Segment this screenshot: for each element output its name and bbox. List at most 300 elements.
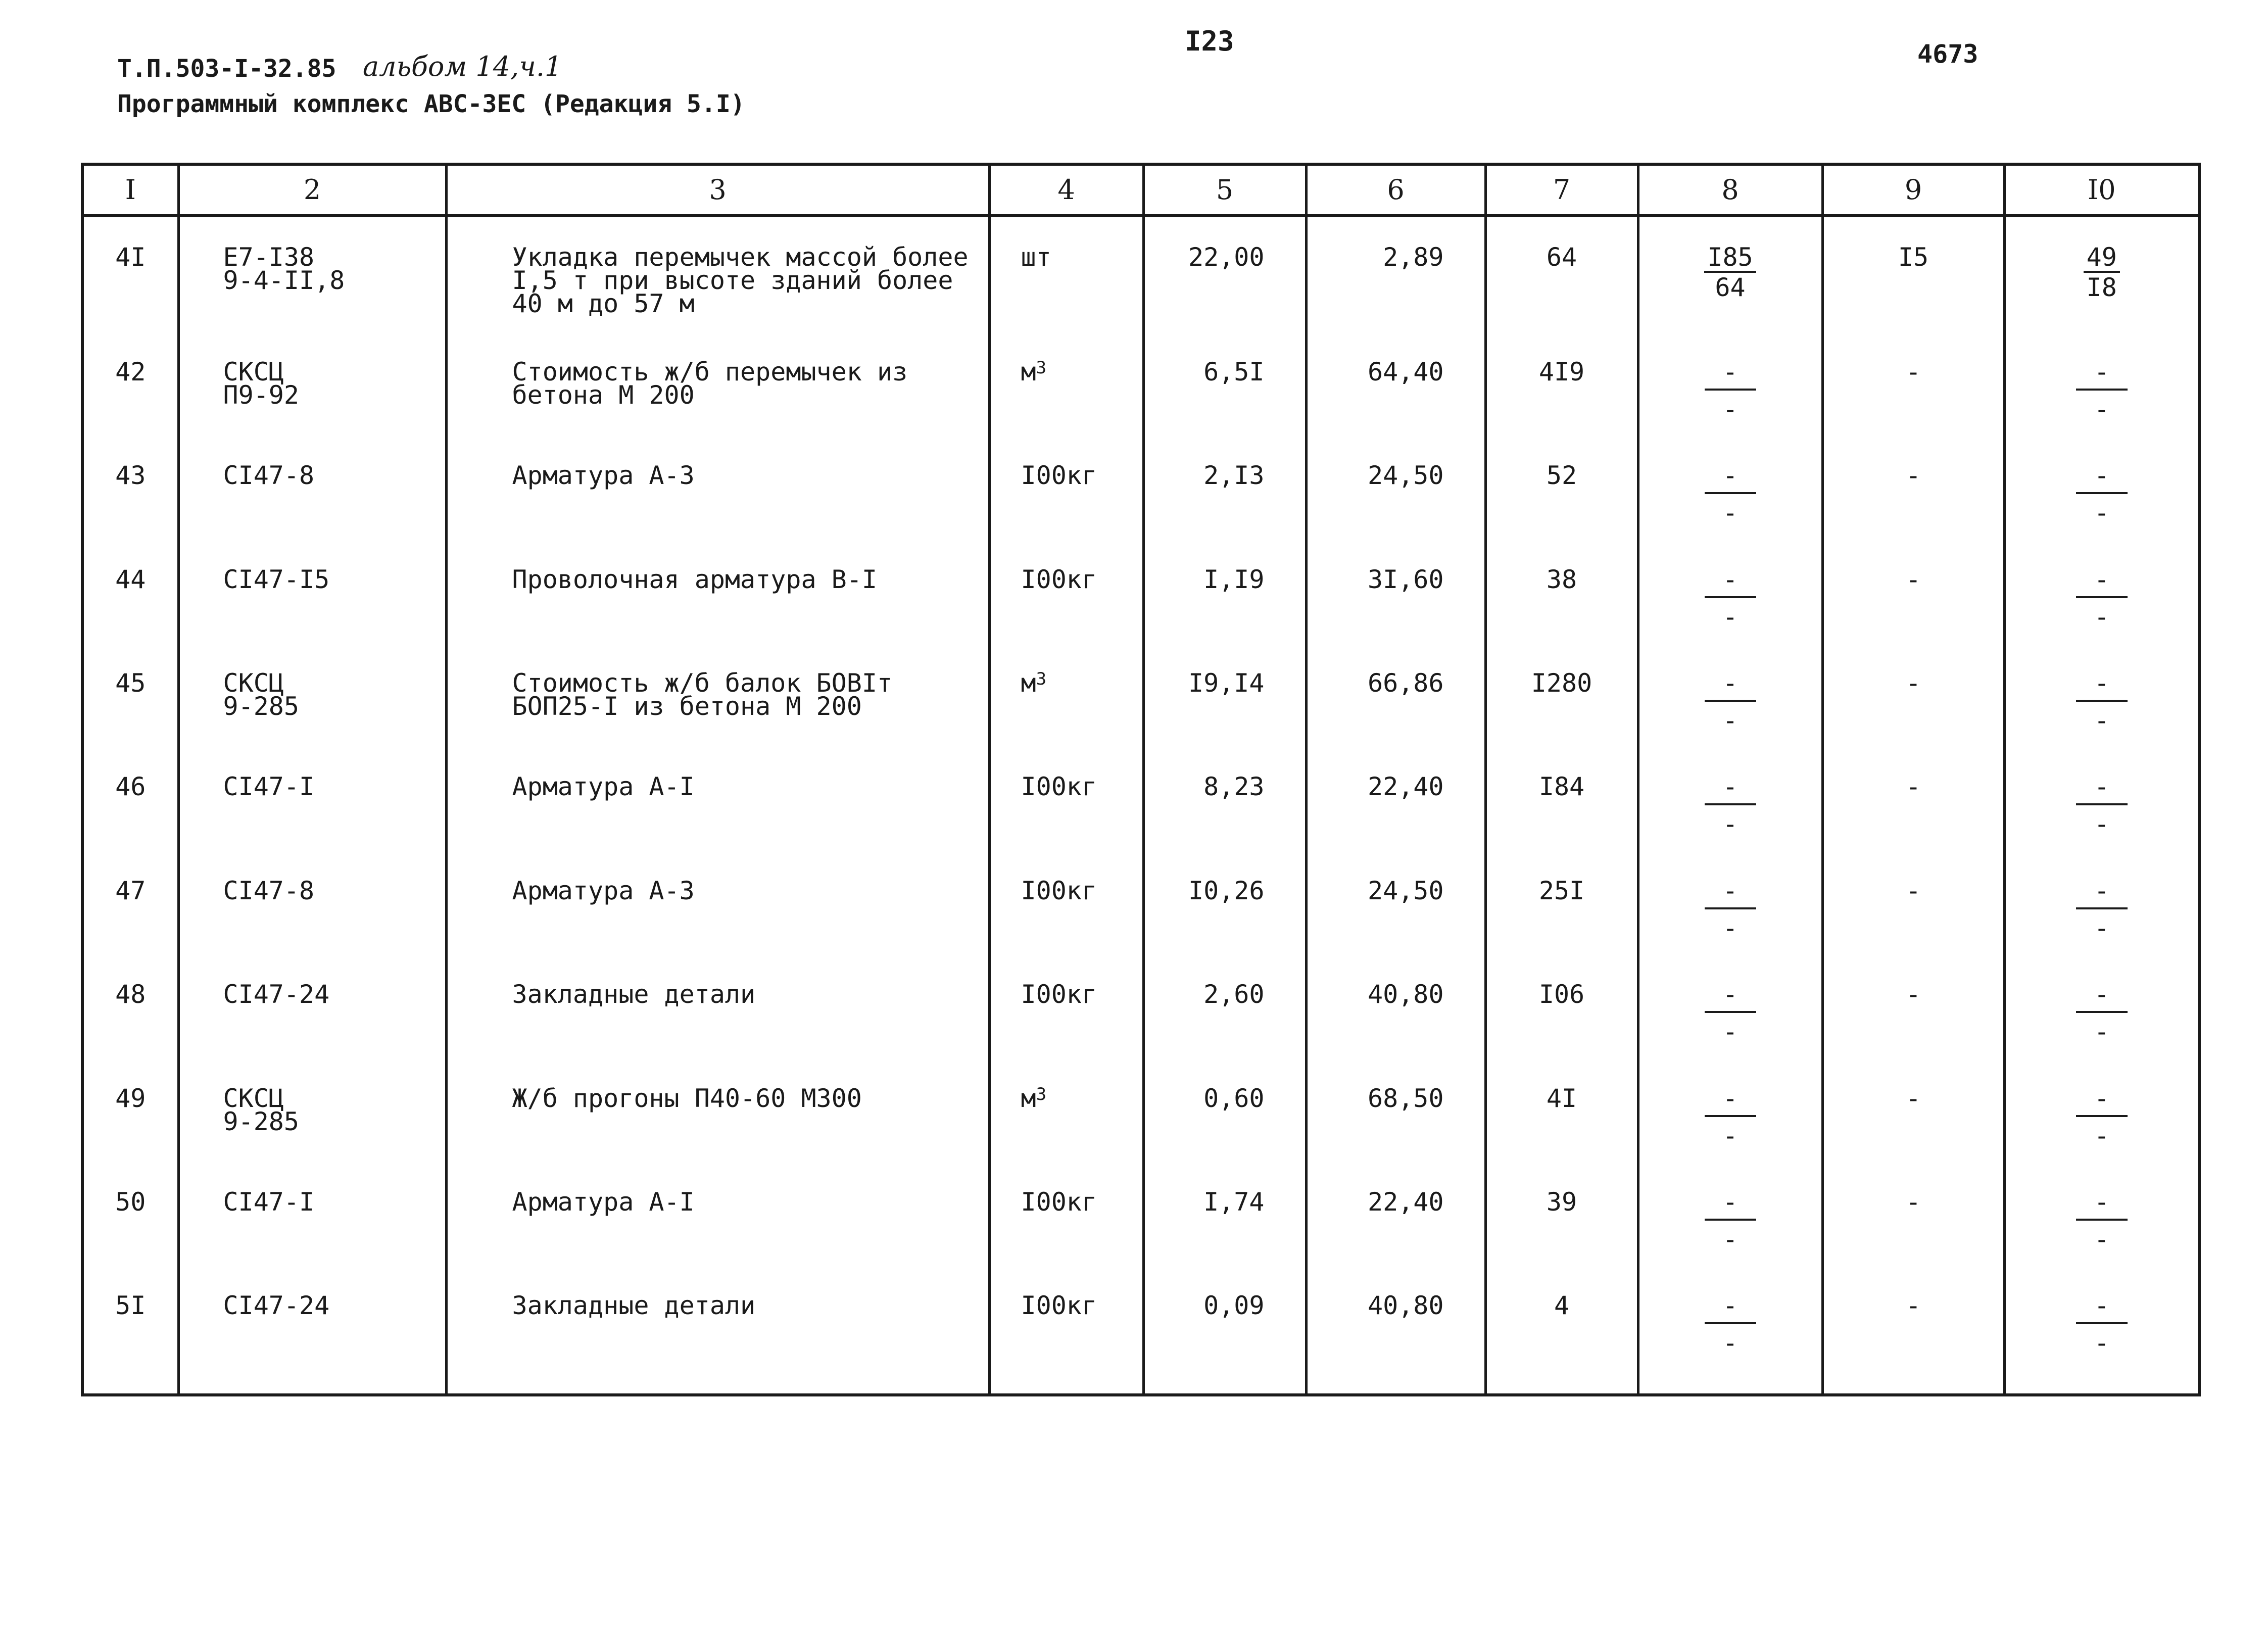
column-8-fraction bbox=[1705, 357, 1756, 424]
unit-of-measure bbox=[989, 1058, 1143, 1162]
description-line: Арматура А-I bbox=[512, 1187, 695, 1217]
work-description bbox=[446, 216, 989, 332]
sheet-number: 4673 bbox=[1917, 39, 1979, 69]
column-9-value bbox=[1822, 1266, 2004, 1395]
unit-price-text: 24,50 bbox=[1367, 876, 1444, 905]
unit-price bbox=[1306, 1058, 1485, 1162]
work-description bbox=[446, 747, 989, 850]
column-8-fraction-denominator: - bbox=[1722, 394, 1738, 424]
row-number-text: 46 bbox=[115, 772, 146, 802]
work-description bbox=[446, 436, 989, 539]
total-cost-text: 4I bbox=[1546, 1083, 1577, 1113]
column-header: 6 bbox=[1306, 164, 1485, 216]
column-header: 8 bbox=[1638, 164, 1822, 216]
column-10-fraction-numerator: - bbox=[2076, 775, 2128, 805]
column-8-fraction-numerator: - bbox=[1705, 1190, 1756, 1221]
row-number-text: 49 bbox=[115, 1083, 146, 1113]
column-8-fraction-numerator: - bbox=[1705, 568, 1756, 598]
column-10-value bbox=[2004, 332, 2199, 436]
quantity bbox=[1143, 1162, 1306, 1266]
column-9-value bbox=[1822, 851, 2004, 954]
column-10-fraction bbox=[2076, 357, 2128, 424]
column-10-value bbox=[2004, 851, 2199, 954]
unit-price-text: 2,89 bbox=[1383, 243, 1444, 272]
column-header: I0 bbox=[2004, 164, 2199, 216]
column-8-fraction bbox=[1705, 461, 1756, 528]
rate-code-line: СI47-8 bbox=[223, 461, 315, 491]
album-note: альбом 14,ч.1 bbox=[363, 51, 562, 82]
row-number-text: 43 bbox=[115, 461, 146, 491]
column-8-fraction-denominator: - bbox=[1722, 498, 1738, 528]
column-8-value bbox=[1638, 540, 1822, 643]
column-10-fraction-numerator: - bbox=[2076, 879, 2128, 909]
quantity-text: 8,23 bbox=[1203, 772, 1265, 802]
column-9-text: - bbox=[1905, 1083, 1921, 1113]
table-body bbox=[82, 216, 2199, 1395]
quantity-text: I0,26 bbox=[1188, 876, 1265, 905]
rate-code-line: СI47-24 bbox=[223, 980, 330, 1009]
column-8-fraction bbox=[1705, 1291, 1756, 1358]
column-8-fraction bbox=[1704, 243, 1756, 302]
column-10-value bbox=[2004, 643, 2199, 747]
table-row bbox=[82, 540, 2199, 643]
total-cost bbox=[1485, 851, 1638, 954]
column-10-fraction-denominator: - bbox=[2094, 394, 2109, 424]
rate-code-line: СКСЦ bbox=[223, 668, 284, 698]
column-9-value bbox=[1822, 1162, 2004, 1266]
total-cost-text: 64 bbox=[1546, 243, 1577, 272]
work-description bbox=[446, 954, 989, 1058]
column-8-fraction-denominator: - bbox=[1722, 706, 1738, 736]
column-8-fraction-denominator: - bbox=[1722, 913, 1738, 943]
column-8-value bbox=[1638, 1162, 1822, 1266]
quantity-text: 22,00 bbox=[1188, 243, 1265, 272]
column-10-fraction-denominator: - bbox=[2094, 913, 2109, 943]
row-number-text: 48 bbox=[115, 980, 146, 1009]
program-title: Программный комплекс АВС-3ЕС (Редакция 5.I) bbox=[117, 90, 745, 118]
unit-text: I00кг bbox=[1021, 1291, 1097, 1321]
work-description bbox=[446, 540, 989, 643]
row-number-text: 4I bbox=[115, 243, 146, 272]
table-row bbox=[82, 643, 2199, 747]
description-line: Стоимость ж/б перемычек из bbox=[512, 357, 908, 387]
column-8-fraction-denominator: - bbox=[1722, 1225, 1738, 1254]
row-number-text: 47 bbox=[115, 876, 146, 905]
unit-text: I00кг bbox=[1021, 564, 1097, 594]
quantity-text: I,I9 bbox=[1203, 564, 1265, 594]
rate-code bbox=[178, 332, 446, 436]
unit-price bbox=[1306, 851, 1485, 954]
column-9-text: - bbox=[1905, 1291, 1921, 1321]
rate-code-line: 9-285 bbox=[223, 692, 300, 721]
row-number bbox=[82, 643, 178, 747]
column-10-fraction-denominator: - bbox=[2094, 1225, 2109, 1254]
quantity bbox=[1143, 1058, 1306, 1162]
row-number-text: 45 bbox=[115, 668, 146, 698]
row-number bbox=[82, 851, 178, 954]
column-10-fraction-denominator: I8 bbox=[2086, 273, 2117, 302]
column-10-fraction-denominator: - bbox=[2094, 1328, 2109, 1358]
column-10-fraction-denominator: - bbox=[2094, 1121, 2109, 1150]
column-10-fraction bbox=[2076, 876, 2128, 943]
table-row bbox=[82, 1058, 2199, 1162]
column-9-value bbox=[1822, 332, 2004, 436]
column-10-fraction-numerator: - bbox=[2076, 464, 2128, 494]
rate-code bbox=[178, 747, 446, 850]
quantity-text: 2,60 bbox=[1203, 980, 1265, 1009]
unit-price-text: 22,40 bbox=[1367, 772, 1444, 802]
work-description bbox=[446, 643, 989, 747]
rate-code-line: 9-4-II,8 bbox=[223, 266, 345, 295]
column-9-text: - bbox=[1905, 876, 1921, 905]
work-description bbox=[446, 1162, 989, 1266]
rate-code bbox=[178, 954, 446, 1058]
column-10-value bbox=[2004, 436, 2199, 539]
column-8-fraction bbox=[1705, 980, 1756, 1047]
rate-code-line: П9-92 bbox=[223, 380, 300, 410]
unit-price-text: 64,40 bbox=[1367, 357, 1444, 387]
table-row bbox=[82, 436, 2199, 539]
column-10-fraction-numerator: - bbox=[2076, 671, 2128, 702]
quantity bbox=[1143, 747, 1306, 850]
description-line: Ж/б прогоны П40-60 М300 bbox=[512, 1083, 862, 1113]
quantity bbox=[1143, 216, 1306, 332]
total-cost bbox=[1485, 643, 1638, 747]
unit-of-measure bbox=[989, 436, 1143, 539]
column-10-fraction-denominator: - bbox=[2094, 602, 2109, 632]
unit-text: I00кг bbox=[1021, 1187, 1097, 1217]
column-10-value bbox=[2004, 216, 2199, 332]
column-10-fraction-numerator: - bbox=[2076, 360, 2128, 391]
unit-text: м bbox=[1021, 668, 1036, 698]
column-8-fraction-denominator: - bbox=[1722, 1121, 1738, 1150]
column-10-fraction bbox=[2076, 564, 2128, 632]
column-10-value bbox=[2004, 540, 2199, 643]
rate-code-line: СКСЦ bbox=[223, 357, 284, 387]
quantity bbox=[1143, 851, 1306, 954]
total-cost bbox=[1485, 1058, 1638, 1162]
rate-code bbox=[178, 851, 446, 954]
column-10-fraction bbox=[2076, 668, 2128, 736]
column-8-fraction-denominator: - bbox=[1722, 1328, 1738, 1358]
column-8-value bbox=[1638, 436, 1822, 539]
row-number-text: 44 bbox=[115, 564, 146, 594]
column-9-text: I5 bbox=[1898, 243, 1929, 272]
row-number bbox=[82, 332, 178, 436]
column-8-value bbox=[1638, 1266, 1822, 1395]
rate-code bbox=[178, 643, 446, 747]
unit-price-text: 24,50 bbox=[1367, 461, 1444, 491]
total-cost bbox=[1485, 1266, 1638, 1395]
column-9-text: - bbox=[1905, 357, 1921, 387]
column-8-fraction-denominator: 64 bbox=[1715, 273, 1746, 302]
row-number bbox=[82, 1266, 178, 1395]
quantity-text: 0,60 bbox=[1203, 1083, 1265, 1113]
unit-of-measure bbox=[989, 954, 1143, 1058]
rate-code bbox=[178, 436, 446, 539]
column-10-fraction bbox=[2076, 1187, 2128, 1254]
column-header: 2 bbox=[178, 164, 446, 216]
total-cost bbox=[1485, 540, 1638, 643]
column-8-value bbox=[1638, 954, 1822, 1058]
column-8-fraction-numerator: - bbox=[1705, 879, 1756, 909]
description-line: бетона М 200 bbox=[512, 380, 695, 410]
column-10-value bbox=[2004, 1058, 2199, 1162]
column-10-fraction-numerator: - bbox=[2076, 1190, 2128, 1221]
work-description bbox=[446, 1266, 989, 1395]
column-8-fraction bbox=[1705, 668, 1756, 736]
total-cost-text: 4I9 bbox=[1538, 357, 1585, 387]
row-number-text: 42 bbox=[115, 357, 146, 387]
unit-text: I00кг bbox=[1021, 461, 1097, 491]
row-number bbox=[82, 436, 178, 539]
total-cost bbox=[1485, 332, 1638, 436]
column-10-fraction bbox=[2076, 772, 2128, 839]
description-line: Арматура А-3 bbox=[512, 461, 695, 491]
column-8-fraction-numerator: - bbox=[1705, 775, 1756, 805]
column-10-fraction-numerator: 49 bbox=[2084, 246, 2120, 273]
column-9-text: - bbox=[1905, 564, 1921, 594]
work-description bbox=[446, 332, 989, 436]
column-8-fraction bbox=[1705, 772, 1756, 839]
row-number bbox=[82, 1162, 178, 1266]
total-cost-text: 25I bbox=[1538, 876, 1585, 905]
quantity-text: 6,5I bbox=[1203, 357, 1265, 387]
table-row bbox=[82, 332, 2199, 436]
description-line: 40 м до 57 м bbox=[512, 289, 695, 318]
total-cost-text: 52 bbox=[1546, 461, 1577, 491]
quantity bbox=[1143, 436, 1306, 539]
unit-price-text: 22,40 bbox=[1367, 1187, 1444, 1217]
column-9-value bbox=[1822, 216, 2004, 332]
column-header: I bbox=[82, 164, 178, 216]
total-cost bbox=[1485, 216, 1638, 332]
unit-price bbox=[1306, 540, 1485, 643]
quantity-text: I9,I4 bbox=[1188, 668, 1265, 698]
unit-text: м bbox=[1021, 357, 1036, 387]
rate-code bbox=[178, 1266, 446, 1395]
column-header: 7 bbox=[1485, 164, 1638, 216]
column-10-fraction bbox=[2084, 243, 2120, 302]
page-number: I23 bbox=[1185, 25, 1234, 57]
unit-exponent: 3 bbox=[1036, 1084, 1047, 1104]
rate-code bbox=[178, 1162, 446, 1266]
column-9-text: - bbox=[1905, 668, 1921, 698]
column-10-fraction bbox=[2076, 1291, 2128, 1358]
quantity-text: 0,09 bbox=[1203, 1291, 1265, 1321]
unit-text: I00кг bbox=[1021, 980, 1097, 1009]
unit-price-text: 68,50 bbox=[1367, 1083, 1444, 1113]
total-cost-text: I280 bbox=[1531, 668, 1593, 698]
unit-of-measure bbox=[989, 747, 1143, 850]
column-9-text: - bbox=[1905, 980, 1921, 1009]
total-cost bbox=[1485, 436, 1638, 539]
column-8-fraction-numerator: - bbox=[1705, 983, 1756, 1013]
table-header-row bbox=[82, 164, 2199, 216]
unit-of-measure bbox=[989, 643, 1143, 747]
column-header: 4 bbox=[989, 164, 1143, 216]
quantity bbox=[1143, 540, 1306, 643]
unit-of-measure bbox=[989, 1162, 1143, 1266]
column-9-value bbox=[1822, 643, 2004, 747]
column-header: 3 bbox=[446, 164, 989, 216]
rate-code-line: СI47-8 bbox=[223, 876, 315, 905]
unit-of-measure bbox=[989, 1266, 1143, 1395]
row-number-text: 50 bbox=[115, 1187, 146, 1217]
unit-of-measure bbox=[989, 332, 1143, 436]
column-9-text: - bbox=[1905, 461, 1921, 491]
column-8-fraction bbox=[1705, 1187, 1756, 1254]
unit-of-measure bbox=[989, 851, 1143, 954]
column-10-fraction-denominator: - bbox=[2094, 1017, 2109, 1047]
column-9-text: - bbox=[1905, 772, 1921, 802]
column-10-fraction bbox=[2076, 980, 2128, 1047]
work-description bbox=[446, 1058, 989, 1162]
unit-price-text: 40,80 bbox=[1367, 1291, 1444, 1321]
table-row bbox=[82, 1162, 2199, 1266]
description-line: I,5 т при высоте зданий более bbox=[512, 266, 953, 295]
column-8-fraction-numerator: - bbox=[1705, 360, 1756, 391]
total-cost-text: I06 bbox=[1538, 980, 1585, 1009]
unit-exponent: 3 bbox=[1036, 669, 1047, 690]
column-8-fraction-denominator: - bbox=[1722, 602, 1738, 632]
column-8-fraction-denominator: - bbox=[1722, 809, 1738, 839]
unit-text: I00кг bbox=[1021, 772, 1097, 802]
unit-of-measure bbox=[989, 216, 1143, 332]
column-header: 9 bbox=[1822, 164, 2004, 216]
description-line: Стоимость ж/б балок БОВIт bbox=[512, 668, 893, 698]
rate-code bbox=[178, 1058, 446, 1162]
column-8-fraction-numerator: - bbox=[1705, 671, 1756, 702]
rate-code-line: СI47-I bbox=[223, 1187, 315, 1217]
column-10-fraction bbox=[2076, 461, 2128, 528]
total-cost-text: 4 bbox=[1554, 1291, 1570, 1321]
rate-code bbox=[178, 540, 446, 643]
unit-price bbox=[1306, 1266, 1485, 1395]
rate-code-line: СКСЦ bbox=[223, 1083, 284, 1113]
document-code: Т.П.503-I-32.85 bbox=[117, 55, 336, 83]
description-line: Закладные детали bbox=[512, 980, 756, 1009]
quantity-text: I,74 bbox=[1203, 1187, 1265, 1217]
quantity bbox=[1143, 643, 1306, 747]
row-number-text: 5I bbox=[115, 1291, 146, 1321]
work-description bbox=[446, 851, 989, 954]
table-row bbox=[82, 954, 2199, 1058]
total-cost bbox=[1485, 1162, 1638, 1266]
unit-price bbox=[1306, 954, 1485, 1058]
rate-code-line: Е7-I38 bbox=[223, 243, 315, 272]
description-line: БОП25-I из бетона М 200 bbox=[512, 692, 862, 721]
unit-of-measure bbox=[989, 540, 1143, 643]
unit-price bbox=[1306, 747, 1485, 850]
column-10-value bbox=[2004, 954, 2199, 1058]
column-10-value bbox=[2004, 1266, 2199, 1395]
description-line: Укладка перемычек массой более bbox=[512, 243, 969, 272]
total-cost-text: 39 bbox=[1546, 1187, 1577, 1217]
column-8-fraction bbox=[1705, 1083, 1756, 1150]
unit-price bbox=[1306, 216, 1485, 332]
column-9-value bbox=[1822, 954, 2004, 1058]
column-8-fraction-numerator: - bbox=[1705, 1087, 1756, 1117]
total-cost-text: I84 bbox=[1538, 772, 1585, 802]
column-10-fraction-numerator: - bbox=[2076, 1294, 2128, 1324]
column-10-fraction-denominator: - bbox=[2094, 706, 2109, 736]
row-number bbox=[82, 216, 178, 332]
column-9-value bbox=[1822, 436, 2004, 539]
unit-price-text: 3I,60 bbox=[1367, 564, 1444, 594]
column-8-value bbox=[1638, 747, 1822, 850]
rate-code bbox=[178, 216, 446, 332]
unit-price bbox=[1306, 643, 1485, 747]
column-8-fraction bbox=[1705, 876, 1756, 943]
description-line: Проволочная арматура В-I bbox=[512, 564, 877, 594]
column-10-value bbox=[2004, 747, 2199, 850]
unit-price bbox=[1306, 436, 1485, 539]
column-8-value bbox=[1638, 216, 1822, 332]
table-row bbox=[82, 216, 2199, 332]
estimate-table-wrapper bbox=[81, 163, 2201, 1396]
column-9-value bbox=[1822, 540, 2004, 643]
column-10-value bbox=[2004, 1162, 2199, 1266]
column-8-value bbox=[1638, 332, 1822, 436]
column-8-value bbox=[1638, 643, 1822, 747]
column-9-text: - bbox=[1905, 1187, 1921, 1217]
column-8-fraction-numerator: I85 bbox=[1704, 246, 1756, 273]
column-10-fraction-denominator: - bbox=[2094, 809, 2109, 839]
row-number bbox=[82, 540, 178, 643]
estimate-table bbox=[81, 163, 2201, 1396]
column-8-value bbox=[1638, 851, 1822, 954]
unit-price bbox=[1306, 332, 1485, 436]
column-8-value bbox=[1638, 1058, 1822, 1162]
rate-code-line: 9-285 bbox=[223, 1106, 300, 1136]
row-number bbox=[82, 747, 178, 850]
unit-price bbox=[1306, 1162, 1485, 1266]
column-10-fraction-numerator: - bbox=[2076, 1087, 2128, 1117]
unit-text: м bbox=[1021, 1083, 1036, 1113]
description-line: Арматура А-3 bbox=[512, 876, 695, 905]
quantity bbox=[1143, 954, 1306, 1058]
table-row bbox=[82, 747, 2199, 850]
total-cost bbox=[1485, 954, 1638, 1058]
rate-code-line: СI47-I5 bbox=[223, 564, 330, 594]
column-9-value bbox=[1822, 1058, 2004, 1162]
column-8-fraction-denominator: - bbox=[1722, 1017, 1738, 1047]
column-10-fraction bbox=[2076, 1083, 2128, 1150]
column-8-fraction bbox=[1705, 564, 1756, 632]
table-row bbox=[82, 1266, 2199, 1395]
column-8-fraction-numerator: - bbox=[1705, 464, 1756, 494]
unit-price-text: 40,80 bbox=[1367, 980, 1444, 1009]
rate-code-line: СI47-24 bbox=[223, 1291, 330, 1321]
column-10-fraction-denominator: - bbox=[2094, 498, 2109, 528]
table-row bbox=[82, 851, 2199, 954]
row-number bbox=[82, 954, 178, 1058]
unit-exponent: 3 bbox=[1036, 357, 1047, 378]
quantity bbox=[1143, 1266, 1306, 1395]
row-number bbox=[82, 1058, 178, 1162]
unit-text: I00кг bbox=[1021, 876, 1097, 905]
column-9-value bbox=[1822, 747, 2004, 850]
description-line: Арматура А-I bbox=[512, 772, 695, 802]
unit-text: шт bbox=[1021, 243, 1051, 272]
description-line: Закладные детали bbox=[512, 1291, 756, 1321]
column-8-fraction-numerator: - bbox=[1705, 1294, 1756, 1324]
column-10-fraction-numerator: - bbox=[2076, 983, 2128, 1013]
total-cost-text: 38 bbox=[1546, 564, 1577, 594]
column-10-fraction-numerator: - bbox=[2076, 568, 2128, 598]
total-cost bbox=[1485, 747, 1638, 850]
